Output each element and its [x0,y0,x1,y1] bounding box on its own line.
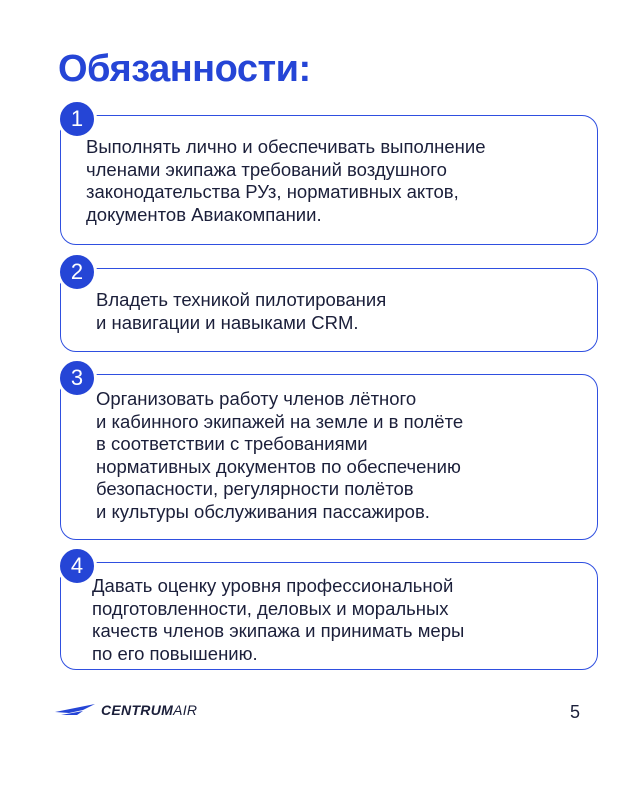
duty-text-2: Владеть техникой пилотирования и навигации и навыками CRM. [96,289,387,333]
centrum-air-logo [55,702,197,718]
number-badge-2: 2 [57,252,97,292]
number-badge-3: 3 [57,358,97,398]
page-title: Обязанности: [58,48,311,90]
airline-wing-icon [55,703,95,717]
page-number: 5 [570,702,581,722]
logo-wordmark [101,702,197,718]
duty-text-4: Давать оценку уровня профессиональной подготовленности, деловых и моральных качеств членов экипажа и принимать меры по его повышению. [92,575,465,664]
number-badge-4: 4 [57,546,97,586]
logo-main-text: CENTRUM [101,702,174,718]
logo-air-text: AIR [173,702,198,718]
number-badge-1: 1 [57,99,97,139]
duty-text-3: Организовать работу членов лётного и кабинного экипажей на земле и в полёте в соответствии с требованиями нормативных документов по обеспечению безопасности, регулярности полётов и культуры обслуживания пассажиров. [96,388,464,522]
duty-text-1: Выполнять лично и обеспечивать выполнение членами экипажа требований воздушного законодательства РУз, нормативных актов, документов Авиакомпании. [86,136,486,225]
